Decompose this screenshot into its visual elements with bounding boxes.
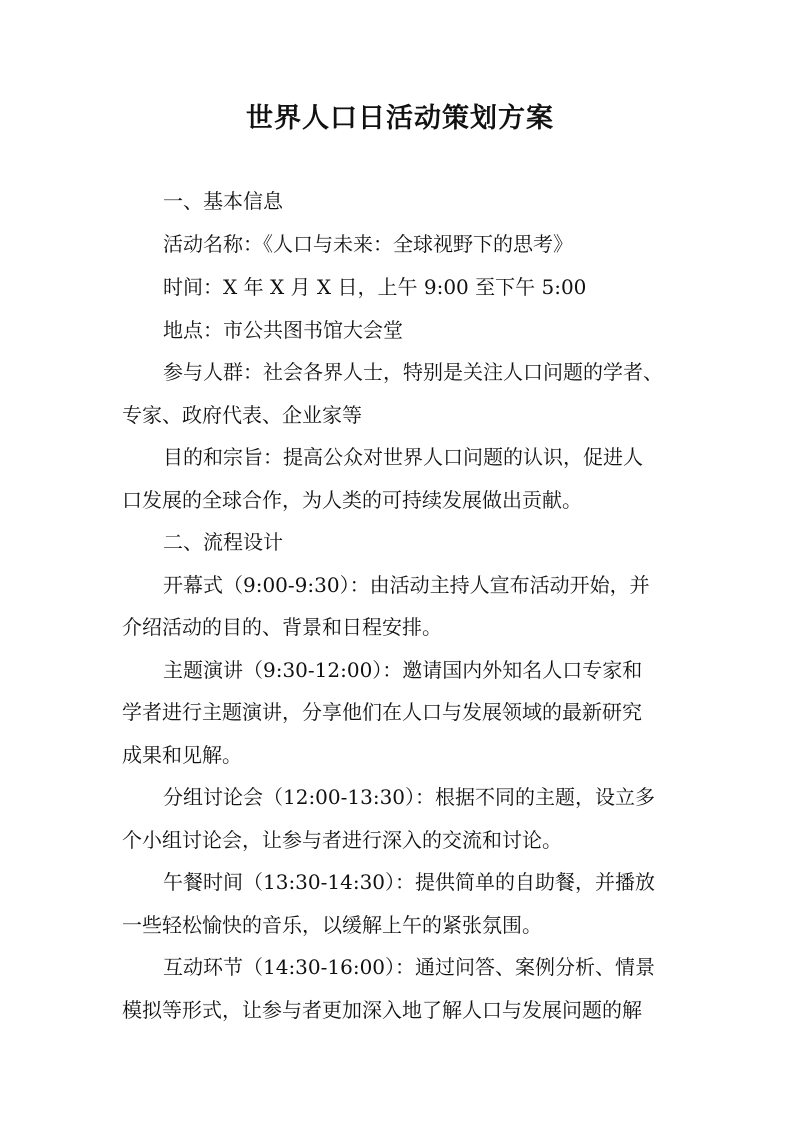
paragraph-line: 开幕式（9:00-9:30）：由活动主持人宣布活动开始，并: [163, 573, 650, 597]
section-heading-process: 二、流程设计: [163, 530, 283, 554]
paragraph-line: 专家、政府代表、企业家等: [122, 403, 362, 427]
paragraph-line: 分组讨论会（12:00-13:30）：根据不同的主题，设立多: [163, 785, 656, 809]
paragraph-line: 参与人群：社会各界人士，特别是关注人口问题的学者、: [163, 360, 663, 384]
document-title: 世界人口日活动策划方案: [246, 103, 554, 134]
paragraph-line: 成果和见解。: [122, 743, 242, 767]
paragraph-line: 模拟等形式，让参与者更加深入地了解人口与发展问题的解: [122, 998, 642, 1022]
paragraph-line: 午餐时间（13:30-14:30）：提供简单的自助餐，并播放: [163, 870, 656, 894]
paragraph-line: 一些轻松愉快的音乐，以缓解上午的紧张氛围。: [122, 913, 542, 937]
paragraph-line: 地点：市公共图书馆大会堂: [163, 318, 403, 342]
section-heading-basic-info: 一、基本信息: [163, 189, 283, 213]
paragraph-line: 个小组讨论会，让参与者进行深入的交流和讨论。: [122, 828, 562, 852]
paragraph-line: 主题演讲（9:30-12:00）：邀请国内外知名人口专家和: [163, 658, 643, 682]
paragraph-line: 互动环节（14:30-16:00）：通过问答、案例分析、情景: [163, 955, 656, 979]
paragraph-line: 学者进行主题演讲，分享他们在人口与发展领域的最新研究: [122, 700, 642, 724]
paragraph-line: 介绍活动的目的、背景和日程安排。: [122, 615, 442, 639]
paragraph-line: 活动名称：《人口与未来：全球视野下的思考》: [163, 232, 573, 256]
paragraph-line: 目的和宗旨：提高公众对世界人口问题的认识，促进人: [163, 445, 643, 469]
paragraph-line: 时间：X 年 X 月 X 日，上午 9:00 至下午 5:00: [163, 275, 587, 299]
paragraph-line: 口发展的全球合作，为人类的可持续发展做出贡献。: [122, 488, 582, 512]
